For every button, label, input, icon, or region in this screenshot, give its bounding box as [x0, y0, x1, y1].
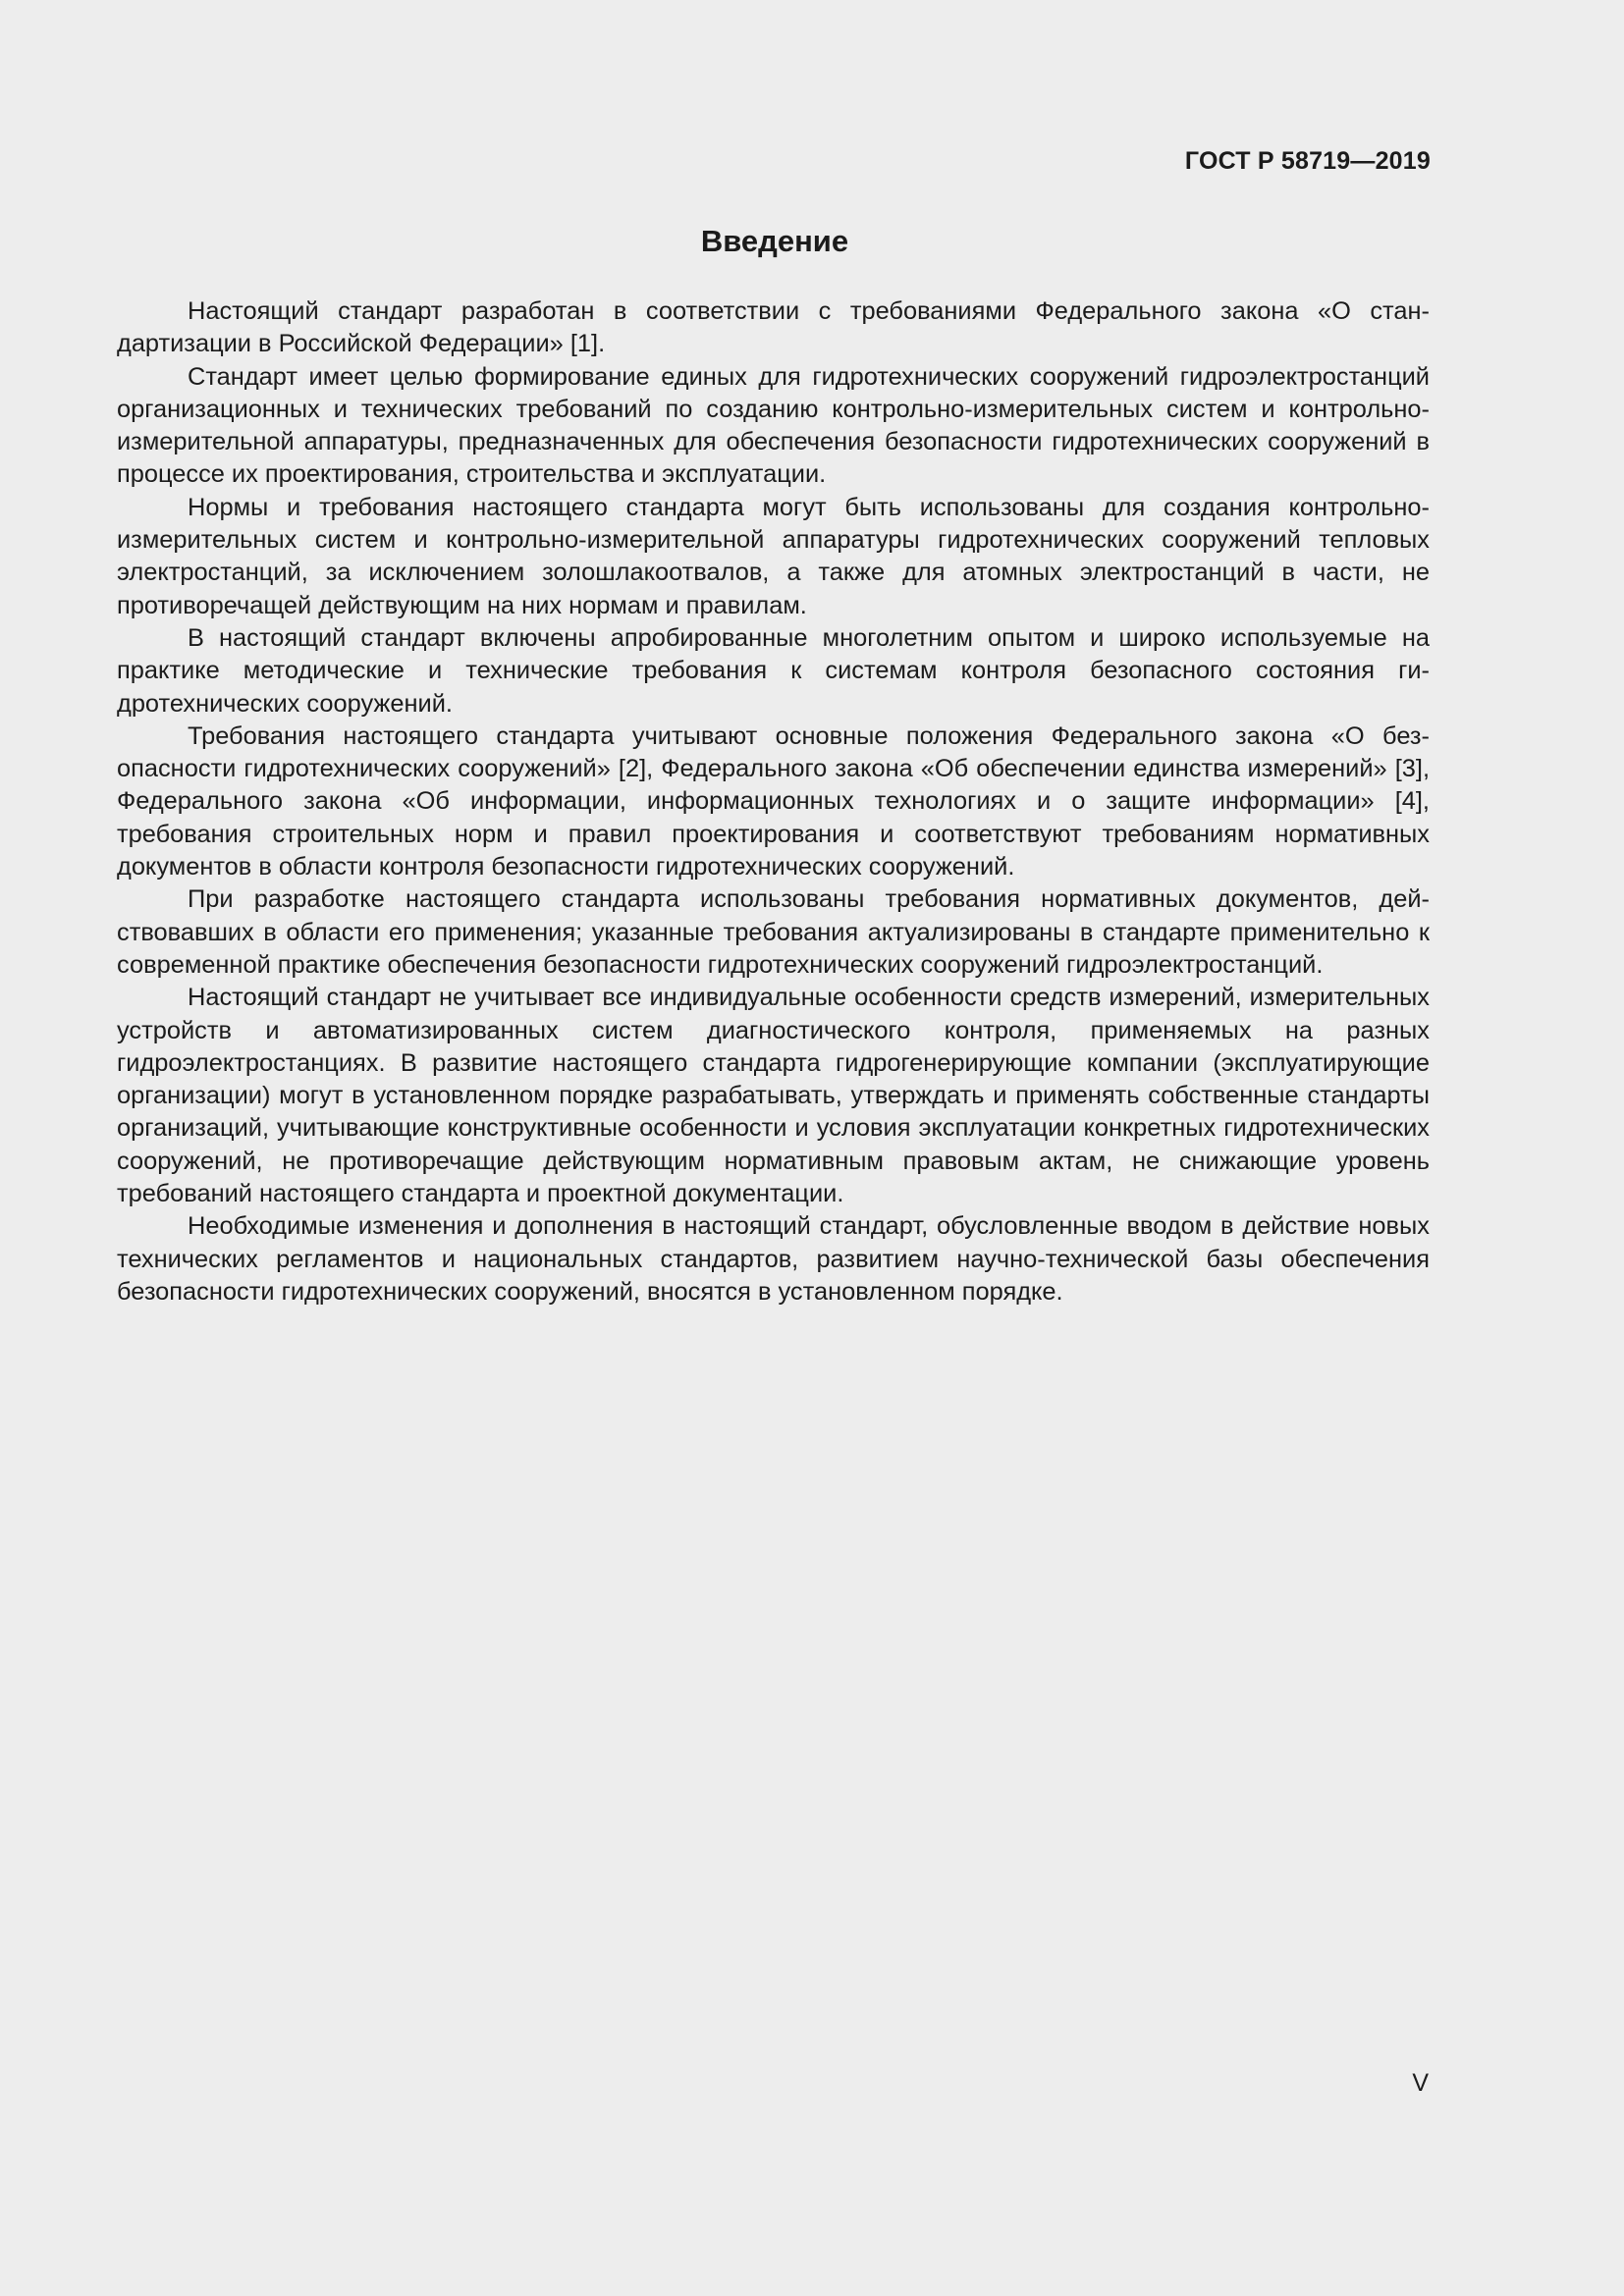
paragraph: Стандарт имеет целью формирование единых для гидротехнических сооружений гидроэлектростанций организационных и технических требований по созданию контрольно-измерительных систем и контрольно-измерительной аппаратуры, предназначенных для обеспечения безопасности гидротехнических сооружений в процессе их проектирования, строительства и эксплуатации. — [117, 362, 1430, 489]
paragraph: Настоящий стандарт разработан в соответствии с требованиями Федерального закона «О стандартизации в Российской Федерации» [1]. — [117, 297, 1430, 358]
paragraph: При разработке настоящего стандарта использованы требования нормативных документов, действовавших в области его применения; указанные требования актуализированы в стандарте применительно к современной практике обеспечения безопасности гидротехнических сооружений гидроэлектростанций. — [117, 885, 1430, 979]
paragraph: Нормы и требования настоящего стандарта могут быть использованы для создания контрольно-измерительных систем и контрольно-измерительной аппаратуры гидротехнических сооружений тепловых электростанций, за исключением золошлакоотвалов, а также для атомных электростанций в части, не противоречащей действующим на них нормам и правилам. — [117, 493, 1430, 619]
section-title: Введение — [700, 224, 849, 258]
paragraph: Требования настоящего стандарта учитывают основные положения Федерального закона «О безопасности гидротехнических сооружений» [2], Федерального закона «Об обеспечении единства измерений» [3], Федерального закона «Об информации, информационных технологиях и о защите информации» [4], требования строительных норм и правил проектирования и соответствуют требованиям нормативных документов в области контроля безопасности гидротехнических сооружений. — [117, 721, 1430, 881]
document-code: ГОСТ Р 58719—2019 — [1184, 147, 1431, 175]
paragraph: Настоящий стандарт не учитывает все индивидуальные особенности средств измерений, измерительных устройств и автоматизированных систем диагностического контроля, применяемых на разных гидроэлектростанциях. В развитие настоящего стандарта гидрогенерирующие компании (эксплуатирующие организации) могут в установленном порядке разрабатывать, утверждать и применять собственные стандарты организаций, учитывающие конструктивные особенности и условия эксплуатации конкретных гидротехнических сооружений, не противоречащие действующим нормативным правовым актам, не снижающие уровень требований настоящего стандарта и проектной документации. — [117, 984, 1430, 1208]
paragraph: Необходимые изменения и дополнения в настоящий стандарт, обусловленные вводом в действие новых технических регламентов и национальных стандартов, развитием научно-технической базы обеспечения безопасности гидротехнических сооружений, вносятся в установленном порядке. — [117, 1212, 1430, 1306]
page-number: V — [1412, 2069, 1429, 2097]
body-text — [117, 295, 1430, 1308]
paragraph: В настоящий стандарт включены апробированные многолетним опытом и широко используемые на практике методические и технические требования к системам контроля безопасного состояния гидротехнических сооружений. — [117, 623, 1430, 718]
